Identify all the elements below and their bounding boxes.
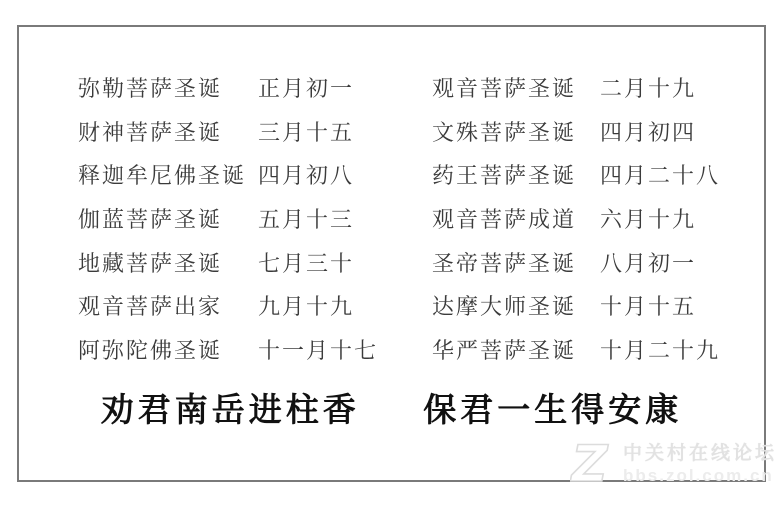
deity-date: 十一月十七	[258, 337, 379, 363]
deity-name: 文殊菩萨圣诞	[432, 119, 577, 145]
deity-name: 观音菩萨出家	[78, 294, 223, 320]
deity-date: 七月三十	[258, 250, 355, 276]
deity-date: 六月十九	[600, 207, 697, 233]
table-row	[78, 110, 764, 154]
deity-name: 财神菩萨圣诞	[78, 119, 223, 145]
zol-logo-icon	[570, 436, 618, 492]
blessing-phrase-left: 劝君南岳进柱香	[100, 390, 360, 430]
deity-date: 二月十九	[600, 76, 697, 102]
deity-date: 五月十三	[258, 207, 355, 233]
table-row	[78, 240, 764, 284]
svg-text:Z: Z	[571, 436, 608, 492]
deity-name: 释迦牟尼佛圣诞	[78, 163, 247, 189]
deity-name: 地藏菩萨圣诞	[78, 250, 223, 276]
table-row	[78, 66, 764, 110]
deity-date: 四月初四	[600, 119, 697, 145]
watermark-site-name: 中关村在线论坛	[623, 443, 778, 464]
watermark-text	[623, 444, 777, 484]
deity-date: 八月初一	[600, 250, 697, 276]
deity-date: 三月十五	[258, 119, 355, 145]
table-row	[78, 284, 764, 328]
watermark-site-url: bbs.zol.com.cn	[623, 466, 774, 485]
deity-date: 十月二十九	[600, 337, 721, 363]
blessing-phrase-right: 保君一生得安康	[423, 390, 683, 430]
deity-date: 四月二十八	[600, 163, 721, 189]
zol-watermark	[570, 436, 777, 492]
table-row	[78, 197, 764, 241]
deity-date: 正月初一	[258, 76, 355, 102]
deity-date: 九月十九	[258, 294, 355, 320]
schedule-table	[19, 27, 764, 371]
deity-name: 观音菩萨成道	[432, 207, 577, 233]
deity-name: 阿弥陀佛圣诞	[78, 337, 223, 363]
table-row	[78, 153, 764, 197]
deity-date: 十月十五	[600, 294, 697, 320]
deity-name: 药王菩萨圣诞	[432, 163, 577, 189]
deity-name: 华严菩萨圣诞	[432, 337, 577, 363]
deity-name: 圣帝菩萨圣诞	[432, 250, 577, 276]
deity-name: 伽蓝菩萨圣诞	[78, 207, 223, 233]
poster-frame	[17, 25, 766, 482]
table-row	[78, 328, 764, 372]
deity-date: 四月初八	[258, 163, 355, 189]
deity-name: 弥勒菩萨圣诞	[78, 76, 223, 102]
deity-name: 达摩大师圣诞	[432, 294, 577, 320]
blessing-line	[19, 384, 764, 431]
deity-name: 观音菩萨圣诞	[432, 76, 577, 102]
